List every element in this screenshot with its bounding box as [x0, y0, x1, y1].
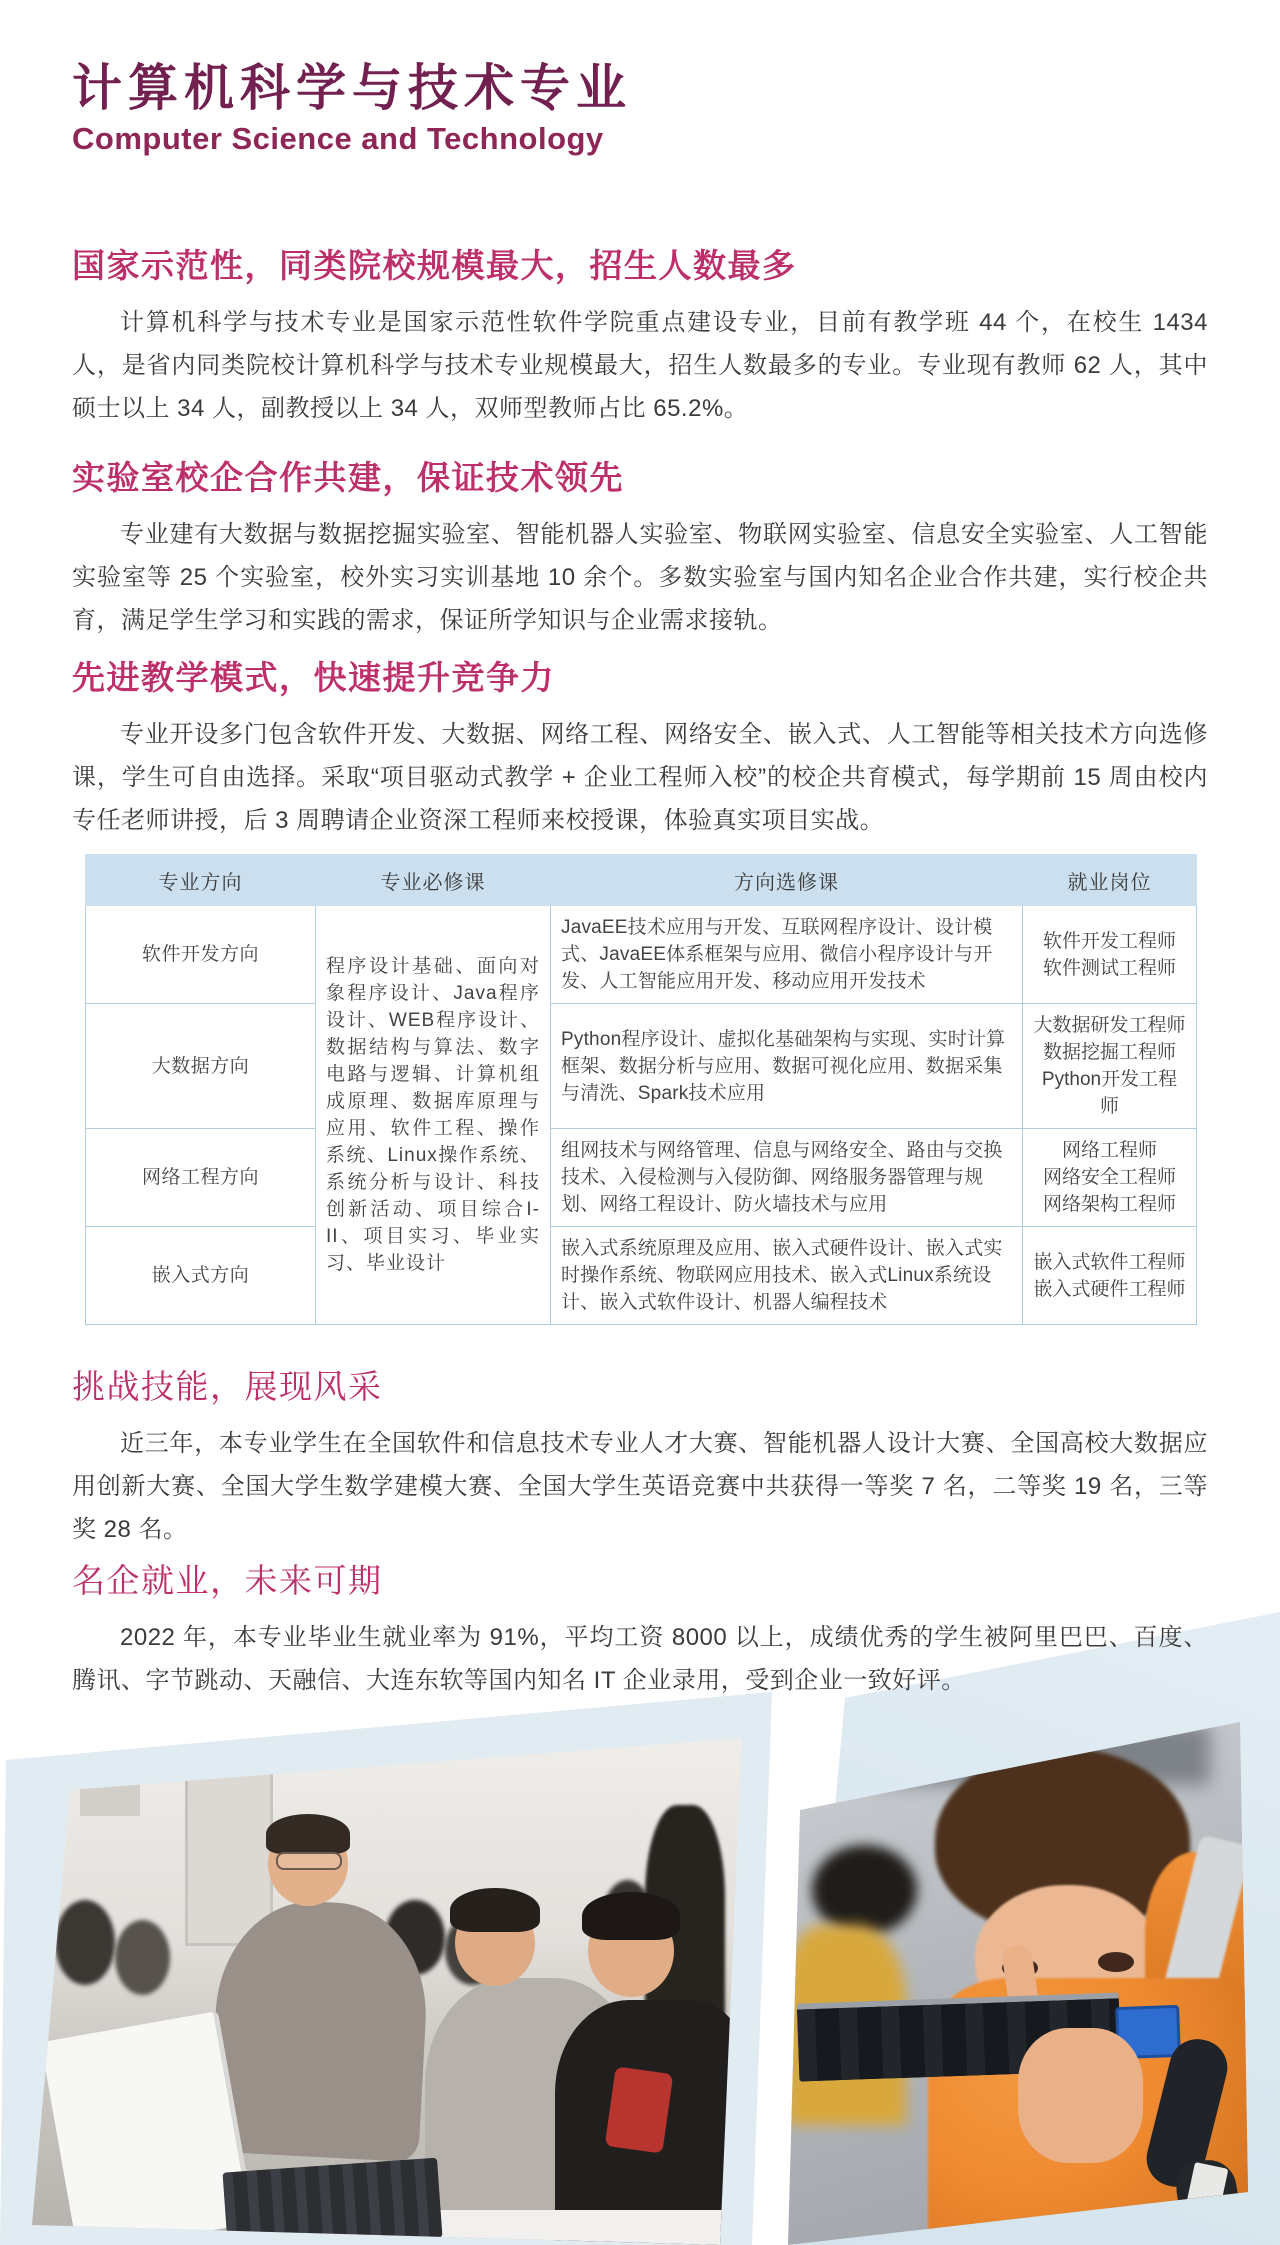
job-title: 嵌入式软件工程师: [1033, 1251, 1186, 1273]
section-body-competitions: 近三年，本专业学生在全国软件和信息技术专业人才大赛、智能机器人设计大赛、全国高校大数据应用创新大赛、全国大学生数学建模大赛、全国大学生英语竞赛中共获得一等奖 7 名，二等奖 19 名，三等奖 28 名。: [72, 1430, 1208, 1543]
section-heading-competitions: 挑战技能，展现风采: [72, 1368, 383, 1405]
job-title: Python开发工程师: [1041, 1069, 1178, 1117]
section-body-national-model: 计算机科学与技术专业是国家示范性软件学院重点建设专业，目前有教学班 44 个，在校生 1434 人，是省内同类院校计算机科学与技术专业规模最大，招生人数最多的专业。专业现有教师 62 人，其中硕士以上 34 人，副教授以上 34 人，双师型教师占比 65.2%。: [72, 309, 1208, 422]
electives-bigdata: Python程序设计、虚拟化基础架构与实现、实时计算框架、数据分析与应用、数据可视化应用、数据采集与清洗、Spark技术应用: [551, 1004, 1023, 1129]
direction-embedded: 嵌入式方向: [86, 1227, 316, 1325]
electives-software: JavaEE技术应用与开发、互联网程序设计、设计模式、JavaEE体系框架与应用、微信小程序设计与开发、人工智能应用开发、移动应用开发技术: [551, 906, 1023, 1004]
job-title: 大数据研发工程师: [1033, 1015, 1186, 1036]
teacher-glasses: [276, 1852, 342, 1870]
electives-embedded: 嵌入式系统原理及应用、嵌入式硬件设计、嵌入式实时操作系统、物联网应用技术、嵌入式Linux系统设计、嵌入式软件设计、机器人编程技术: [551, 1227, 1023, 1325]
section-heading-labs: 实验室校企合作共建，保证技术领先: [72, 459, 624, 496]
table-row: [86, 1129, 1197, 1227]
jobs-bigdata: [1023, 1004, 1197, 1129]
job-title: 网络安全工程师: [1042, 1167, 1176, 1188]
hand: [1018, 2028, 1143, 2163]
job-title: 网络工程师: [1061, 1140, 1157, 1161]
student-hair: [582, 1892, 680, 1940]
curriculum-table: [85, 854, 1197, 1325]
direction-bigdata: 大数据方向: [86, 1004, 316, 1129]
electives-network: 组网技术与网络管理、信息与网络安全、路由与交换技术、入侵检测与入侵防御、网络服务器管理与规划、网络工程设计、防火墙技术与应用: [551, 1129, 1023, 1227]
section-body-labs: 专业建有大数据与数据挖掘实验室、智能机器人实验室、物联网实验室、信息安全实验室、人工智能实验室等 25 个实验室，校外实习实训基地 10 余个。多数实验室与国内知名企业合作共建，实行校企共育，满足学生学习和实践的需求，保证所学知识与企业需求接轨。: [72, 521, 1208, 634]
page-title: 计算机科学与技术专业: [72, 60, 632, 116]
job-title: 网络架构工程师: [1042, 1194, 1176, 1215]
section-body-teaching-mode: 专业开设多门包含软件开发、大数据、网络工程、网络安全、嵌入式、人工智能等相关技术方向选修课，学生可自由选择。采取“项目驱动式教学 + 企业工程师入校”的校企共育模式，每学期前 15 周由校内专任老师讲授，后 3 周聘请企业资深工程师来校授课，体验真实项目实战。: [72, 721, 1208, 834]
job-title: 软件开发工程师: [1042, 930, 1176, 952]
section-heading-employment: 名企就业，未来可期: [72, 1562, 383, 1599]
job-title: 软件测试工程师: [1042, 957, 1176, 979]
student-hair: [450, 1888, 540, 1932]
laptop-shape: [41, 2011, 256, 2245]
background-student: [55, 1900, 115, 1985]
job-title: 数据挖掘工程师: [1042, 1042, 1176, 1063]
teacher-hair: [266, 1814, 350, 1854]
direction-network: 网络工程方向: [86, 1129, 316, 1227]
col-header-jobs: 就业岗位: [1023, 855, 1197, 906]
jobs-software: [1023, 906, 1197, 1004]
table-row: [86, 1227, 1197, 1325]
student-eye: [1098, 1952, 1134, 1972]
blurred-person-hair: [812, 1845, 917, 1935]
section-heading-national-model: 国家示范性，同类院校规模最大，招生人数最多: [72, 247, 797, 284]
jobs-network: [1023, 1129, 1197, 1227]
col-header-direction: 专业方向: [86, 855, 316, 906]
student-red-shirt: [605, 2066, 674, 2153]
teacher-figure: [208, 1897, 431, 2163]
table-row: [86, 906, 1197, 1004]
jobs-embedded: [1023, 1227, 1197, 1325]
background-student: [115, 1920, 170, 1995]
col-header-elective-courses: 方向选修课: [551, 855, 1023, 906]
table-header-row: [86, 855, 1197, 906]
section-heading-teaching-mode: 先进教学模式，快速提升竞争力: [72, 659, 555, 696]
page-subtitle: Computer Science and Technology: [72, 121, 604, 156]
job-title: 嵌入式硬件工程师: [1033, 1278, 1186, 1300]
direction-software: 软件开发方向: [86, 906, 316, 1004]
required-courses-cell: 程序设计基础、面向对象程序设计、Java程序设计、WEB程序设计、数据结构与算法、数字电路与逻辑、计算机组成原理、数据库原理与应用、软件工程、操作系统、Linux操作系统、系统分析与设计、科技创新活动、项目综合I-II、项目实习、毕业实习、毕业设计: [316, 906, 551, 1325]
table-row: [86, 1004, 1197, 1129]
section-body-employment: 2022 年，本专业毕业生就业率为 91%，平均工资 8000 以上，成绩优秀的学生被阿里巴巴、百度、腾讯、字节跳动、天融信、大连东软等国内知名 IT 企业录用，受到企业一致好评。: [72, 1624, 1208, 1694]
col-header-required-courses: 专业必修课: [316, 855, 551, 906]
